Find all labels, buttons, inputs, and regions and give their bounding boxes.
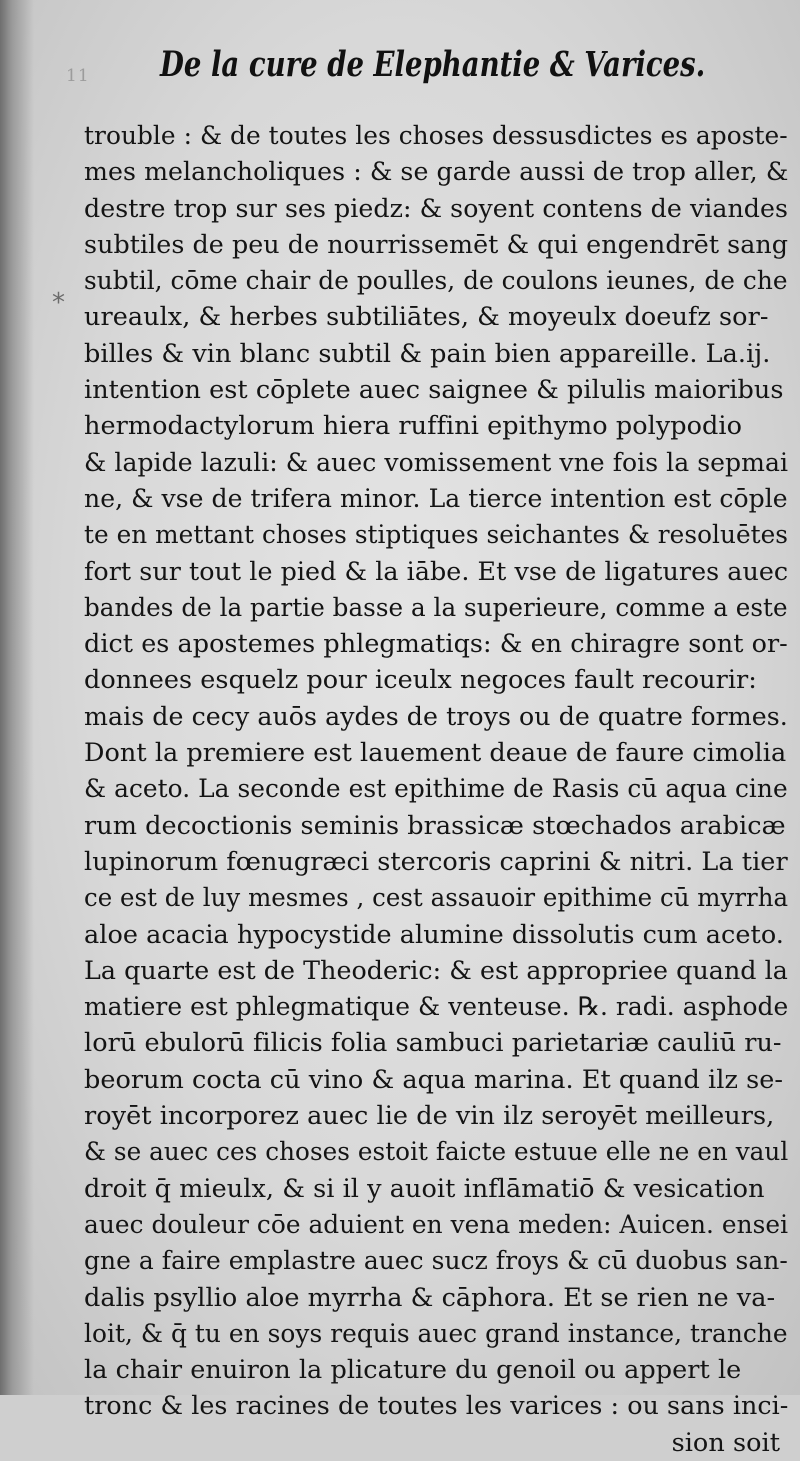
text-line: matiere est phlegmatique & venteuse. ℞. radi. asphode [84, 992, 789, 1023]
text-line: droit q̄ mieulx, & si il y auoit inflāmatiō & vesication [84, 1173, 765, 1204]
binding-shadow [0, 0, 34, 1395]
text-line: hermodactylorum hiera ruffini epithymo polypodio [84, 411, 743, 442]
body-text [84, 118, 788, 1461]
text-line: subtil, cōme chair de poulles, de coulons ieunes, de che [84, 266, 788, 297]
text-line: bandes de la partie basse a la superieure, comme a este [84, 592, 788, 623]
text-line: ne, & vse de trifera minor. La tierce intention est cōple [84, 483, 788, 514]
text-line: aloe acacia hypocystide alumine dissolutis cum aceto. [84, 919, 784, 950]
text-line: ureaulx, & herbes subtiliātes, & moyeulx doeufz sor- [84, 302, 769, 333]
text-line: & lapide lazuli: & auec vomissement vne fois la sepmai [84, 447, 789, 478]
text-line: Dont la premiere est lauement deaue de faure cimolia [84, 738, 787, 769]
text-line: & se auec ces choses estoit faicte estuue elle ne en vaul [84, 1137, 789, 1168]
text-line: rum decoctionis seminis brassicæ stœchados arabicæ [84, 810, 786, 841]
text-line: la chair enuiron la plicature du genoil ou appert le [84, 1355, 742, 1386]
text-line: dict es apostemes phlegmatiqs: & en chiragre sont or- [84, 629, 788, 660]
text-line: fort sur tout le pied & la iābe. Et vse de ligatures auec [84, 556, 789, 587]
text-line-catchword: sion soit [671, 1427, 780, 1458]
text-line: royēt incorporez auec lie de vin ilz seroyēt meilleurs, [84, 1101, 775, 1132]
text-line: gne a faire emplastre auec sucz froys & cū duobus san- [84, 1246, 788, 1277]
text-line: beorum cocta cū vino & aqua marina. Et quand ilz se- [84, 1064, 784, 1095]
text-line: & aceto. La seconde est epithime de Rasis cū aqua cine [84, 774, 788, 805]
text-line: te en mettant choses stiptiques seichantes & resoluētes [84, 520, 789, 551]
margin-asterisk-mark: * [52, 288, 65, 318]
text-line: subtiles de peu de nourrissemēt & qui engendrēt sang [84, 229, 789, 260]
bleed-through-folio: 11 [66, 66, 90, 86]
text-line: intention est cōplete auec saignee & pilulis maioribus [84, 375, 784, 406]
text-line: destre trop sur ses piedz: & soyent contens de viandes [84, 193, 789, 224]
text-line: mes melancholiques : & se garde aussi de trop aller, & [84, 157, 789, 188]
text-line: lupinorum fœnugræci stercoris caprini & nitri. La tier [84, 846, 788, 877]
text-line: loit, & q̄ tu en soys requis auec grand instance, tranche [84, 1318, 788, 1349]
text-line: lorū ebulorū filicis folia sambuci parietariæ cauliū ru- [84, 1028, 782, 1059]
text-line: billes & vin blanc subtil & pain bien appareille. La.ij. [84, 338, 771, 369]
text-line: donnees esquelz pour iceulx negoces fault recourir: [84, 665, 757, 696]
text-line: dalis psyllio aloe myrrha & cāphora. Et se rien ne va- [84, 1282, 776, 1313]
text-line: tronc & les racines de toutes les varices : ou sans inci- [84, 1391, 789, 1422]
text-line: trouble : & de toutes les choses dessusdictes es aposte- [84, 121, 788, 151]
text-line: auec douleur cōe aduient en vena meden: Auicen. ensei [84, 1209, 789, 1240]
text-line: La quarte est de Theoderic: & est appropriee quand la [84, 955, 788, 986]
text-line: mais de cecy auōs aydes de troys ou de quatre formes. [84, 701, 788, 732]
running-head: De la cure de Elephantie & Varices. [160, 44, 706, 85]
text-line: ce est de luy mesmes , cest assauoir epithime cū myrrha [84, 883, 789, 914]
